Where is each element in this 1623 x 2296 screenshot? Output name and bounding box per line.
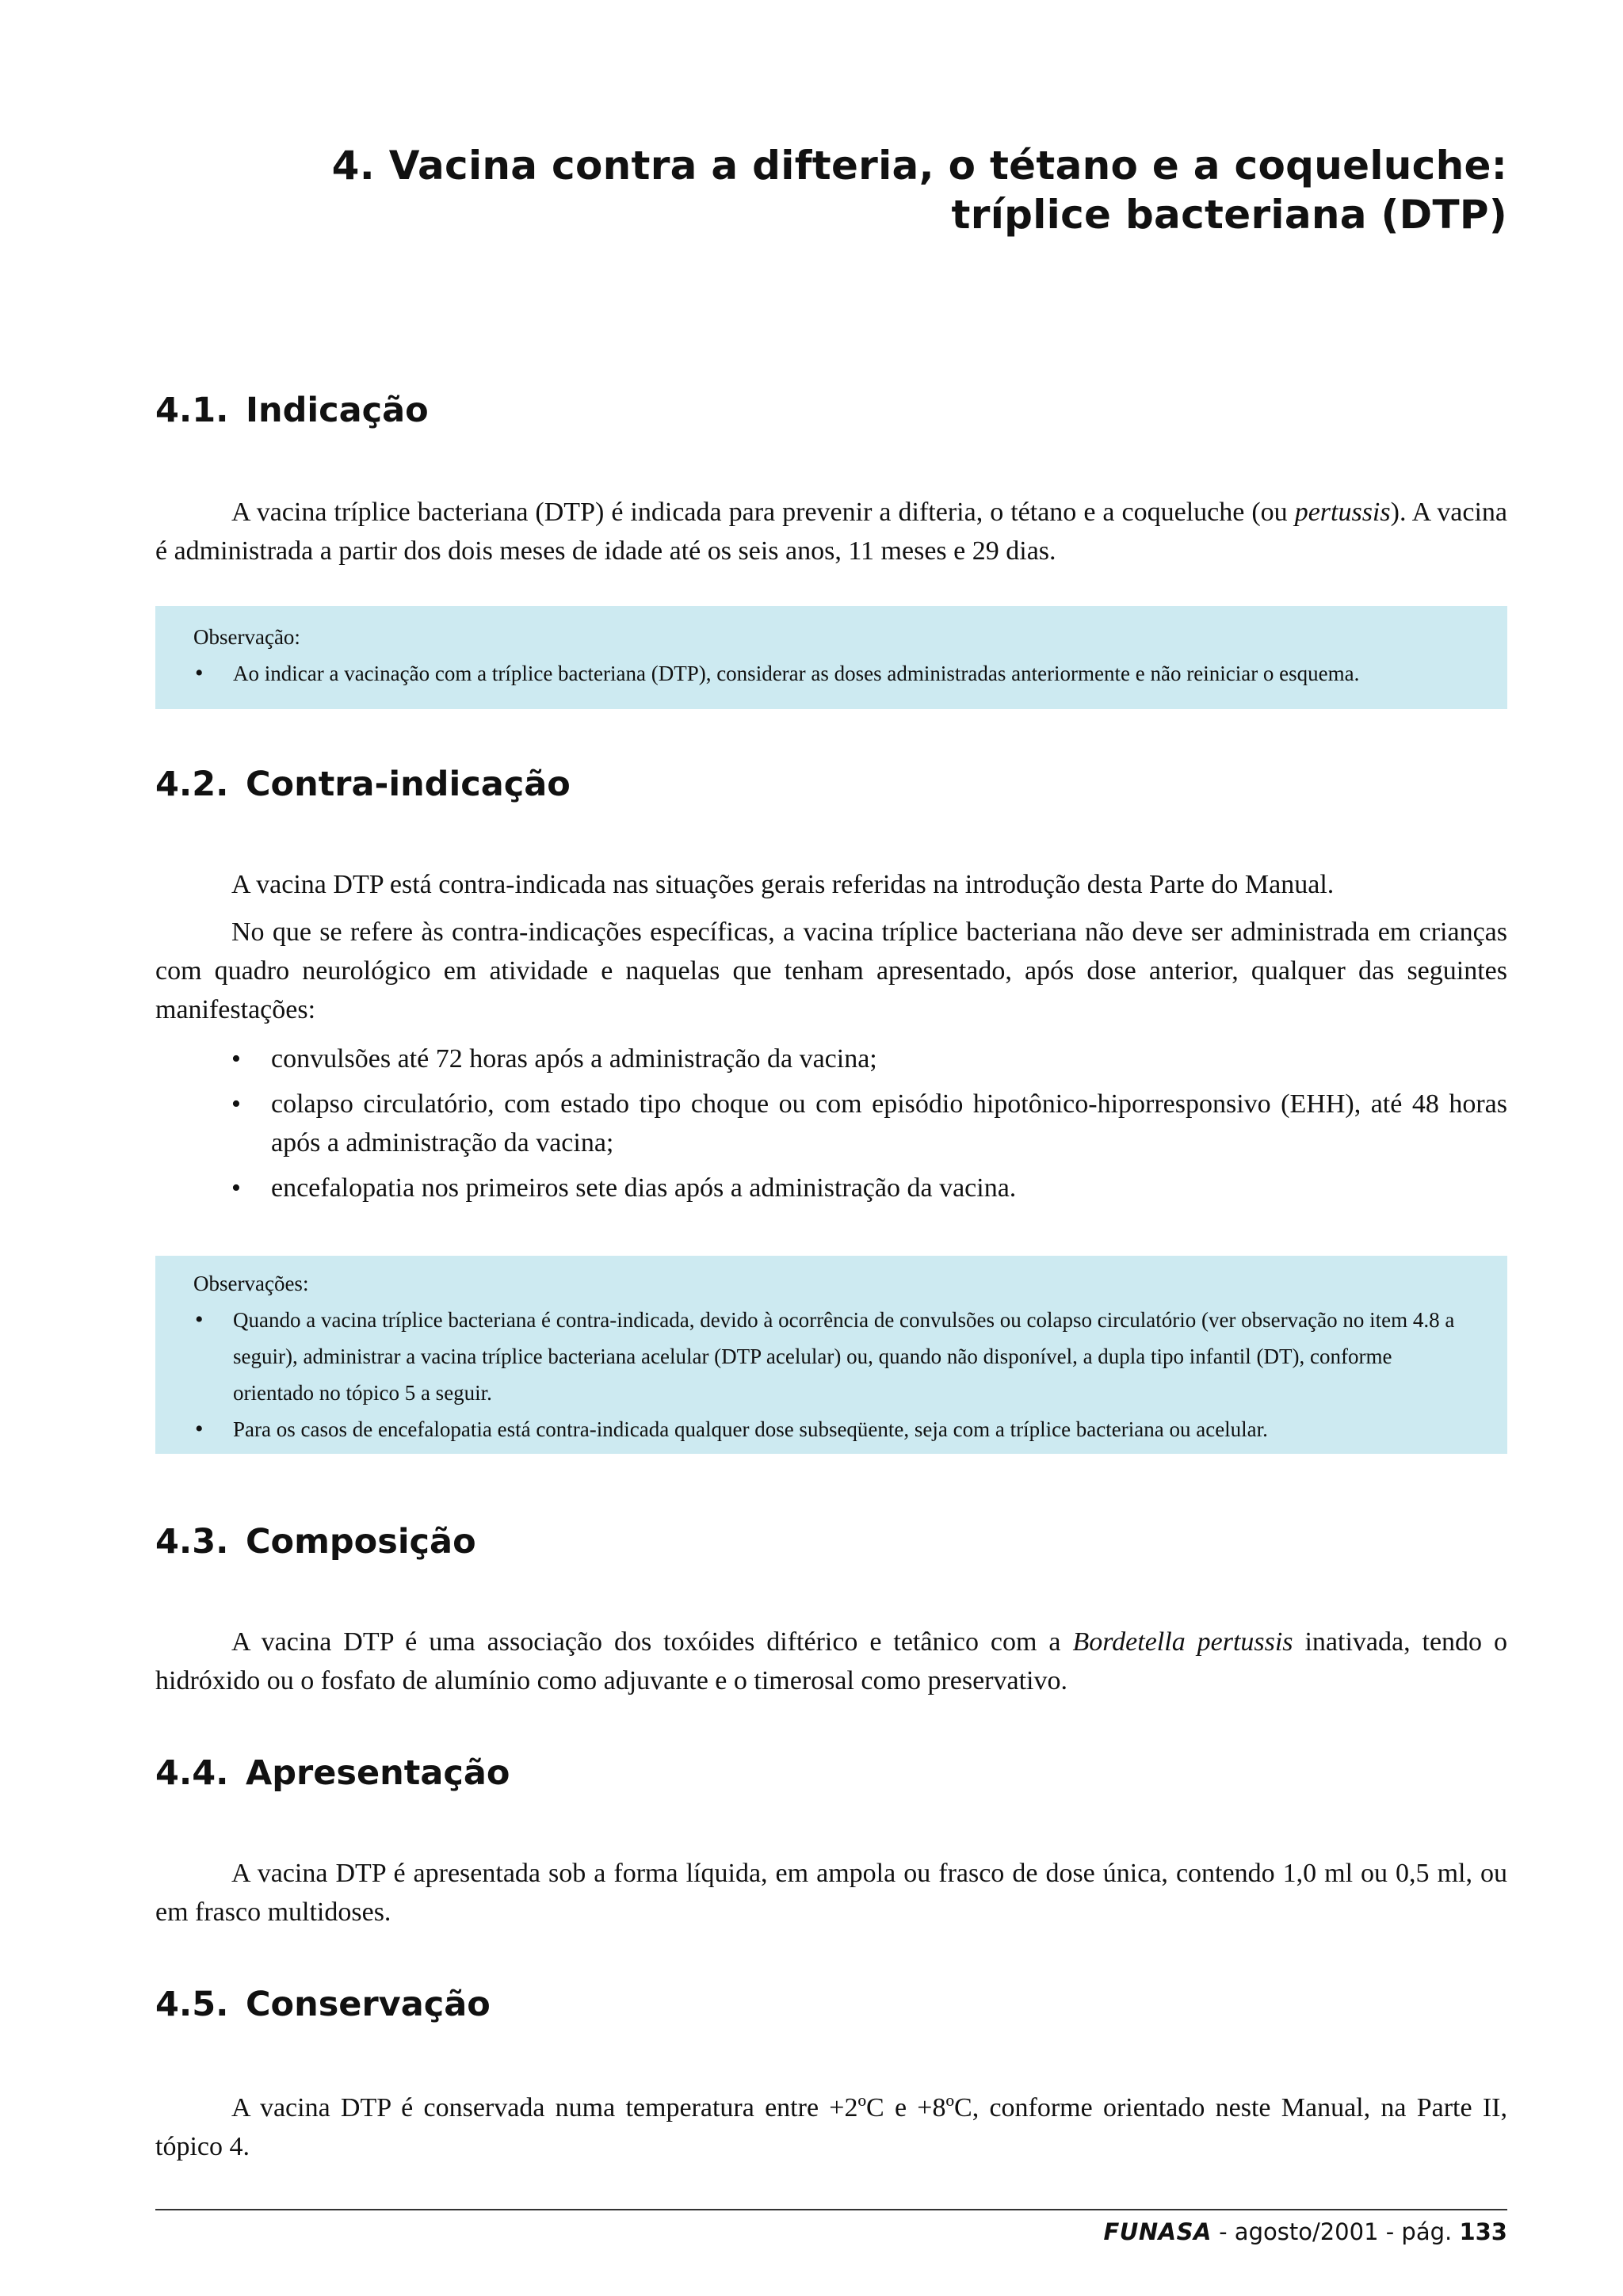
note-item-text: Quando a vacina tríplice bacteriana é contra-indicada, devido à ocorrência de convulsões ou colapso circulatório (ver observação no item 4.8 a seguir), administrar a vacina tríplice bacteriana acelular (DTP acelular) ou, quando não disponível, a dupla tipo infantil (DT), conforme orientado no tópico 5 a seguir. bbox=[233, 1308, 1455, 1405]
list-item-text: encefalopatia nos primeiros sete dias após a administração da vacina. bbox=[271, 1173, 1017, 1203]
paragraph-text: A vacina tríplice bacteriana (DTP) é indicada para prevenir a difteria, o tétano e a coqueluche (ou bbox=[231, 498, 1295, 527]
list-item bbox=[155, 1085, 1507, 1162]
paragraph-text: A vacina DTP é conservada numa temperatura entre +2ºC e +8ºC, conforme orientado neste Manual, na Parte II, tópico 4. bbox=[155, 2093, 1507, 2161]
section-number: 4.2. bbox=[155, 765, 229, 804]
chapter-title bbox=[155, 141, 1507, 239]
paragraph-text: ). A vacina é administrada a partir dos dois meses de idade até os seis anos, 11 meses e 29 dias. bbox=[155, 498, 1508, 566]
note-box-contra-indicacao bbox=[155, 1256, 1507, 1454]
section-title: Composição bbox=[246, 1522, 476, 1562]
section-heading-composicao bbox=[155, 1520, 476, 1564]
paragraph-text: A vacina DTP é uma associação dos toxóides diftérico e tetânico com a bbox=[231, 1627, 1073, 1657]
footer-brand: FUNASA bbox=[1103, 2218, 1212, 2245]
paragraph-text: inativada, tendo o hidróxido ou o fosfato de alumínio como adjuvante e o timerosal como preservativo. bbox=[155, 1627, 1507, 1695]
bullet-icon: • bbox=[231, 1173, 241, 1203]
section-title: Apresentação bbox=[246, 1753, 510, 1793]
section-number: 4.4. bbox=[155, 1753, 229, 1793]
paragraph-text: A vacina DTP está contra-indicada nas situações gerais referidas na introdução desta Parte do Manual. bbox=[231, 870, 1335, 899]
paragraph-contra-indicacao-1 bbox=[155, 865, 1507, 904]
paragraph-italic-term: pertussis bbox=[1294, 498, 1391, 527]
bullet-icon: • bbox=[231, 1089, 241, 1119]
paragraph-composicao bbox=[155, 1623, 1507, 1700]
paragraph-conservacao bbox=[155, 2088, 1507, 2166]
section-heading-contra-indicacao bbox=[155, 762, 571, 807]
bullet-icon: • bbox=[195, 1416, 204, 1442]
list-item bbox=[155, 1169, 1507, 1207]
section-number: 4.3. bbox=[155, 1522, 229, 1562]
note-box-indicacao bbox=[155, 606, 1507, 709]
list-item-text: colapso circulatório, com estado tipo choque ou com episódio hipotônico-hiporresponsivo (EHH), até 48 horas após a administração da vacina; bbox=[271, 1089, 1507, 1158]
chapter-title-line-2: tríplice bacteriana (DTP) bbox=[951, 192, 1507, 238]
note-item-text: Para os casos de encefalopatia está contra-indicada qualquer dose subseqüente, seja com a tríplice bacteriana ou acelular. bbox=[233, 1417, 1268, 1441]
section-title: Conservação bbox=[246, 1985, 491, 2024]
section-title: Contra-indicação bbox=[246, 765, 571, 804]
paragraph-indicacao bbox=[155, 493, 1507, 570]
paragraph-contra-indicacao-2 bbox=[155, 913, 1507, 1029]
note-item bbox=[193, 1411, 1469, 1447]
note-item bbox=[193, 1302, 1469, 1411]
paragraph-text: No que se refere às contra-indicações específicas, a vacina tríplice bacteriana não deve ser administrada em crianças com quadro neurológico em atividade e naquelas que tenham apresentado, após dose anterior, qualquer das seguintes manifestações: bbox=[155, 917, 1507, 1024]
paragraph-apresentacao bbox=[155, 1854, 1507, 1932]
page-number: 133 bbox=[1459, 2218, 1507, 2245]
bullet-icon: • bbox=[195, 660, 204, 686]
page-footer bbox=[155, 2218, 1507, 2245]
section-number: 4.5. bbox=[155, 1985, 229, 2024]
note-title: Observações: bbox=[193, 1272, 309, 1295]
contra-indicacao-list bbox=[155, 1039, 1507, 1214]
note-item bbox=[193, 655, 1469, 692]
section-heading-apresentacao bbox=[155, 1751, 510, 1795]
chapter-title-line-1: 4. Vacina contra a difteria, o tétano e a coqueluche: bbox=[331, 143, 1507, 189]
section-title: Indicação bbox=[246, 391, 429, 430]
footer-rule bbox=[155, 2209, 1507, 2210]
paragraph-italic-term: Bordetella pertussis bbox=[1072, 1627, 1293, 1657]
list-item bbox=[155, 1039, 1507, 1078]
footer-date: - agosto/2001 - pág. bbox=[1211, 2218, 1460, 2245]
paragraph-text: A vacina DTP é apresentada sob a forma líquida, em ampola ou frasco de dose única, contendo 1,0 ml ou 0,5 ml, ou em frasco multidoses. bbox=[155, 1859, 1507, 1927]
section-heading-conservacao bbox=[155, 1982, 491, 2027]
note-item-text: Ao indicar a vacinação com a tríplice bacteriana (DTP), considerar as doses administradas anteriormente e não reiniciar o esquema. bbox=[233, 662, 1360, 685]
note-title: Observação: bbox=[193, 625, 300, 649]
list-item-text: convulsões até 72 horas após a administração da vacina; bbox=[271, 1044, 877, 1074]
section-number: 4.1. bbox=[155, 391, 229, 430]
bullet-icon: • bbox=[195, 1306, 204, 1333]
bullet-icon: • bbox=[231, 1044, 241, 1074]
section-heading-indicacao bbox=[155, 388, 429, 433]
